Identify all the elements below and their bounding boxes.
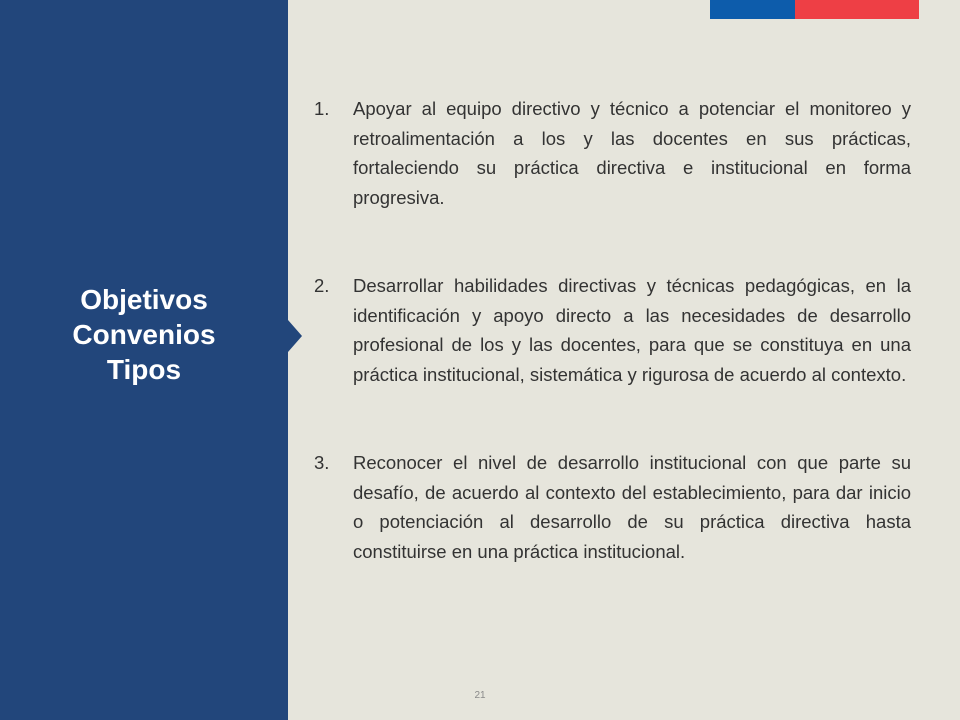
- flag-stripe-red: [795, 0, 919, 19]
- sidebar-arrow-pointer: [288, 320, 302, 352]
- objective-item: [314, 94, 911, 212]
- objective-number: 3.: [314, 452, 330, 473]
- objective-item: [314, 448, 911, 566]
- objective-text: Apoyar al equipo directivo y técnico a potenciar el monitoreo y retroalimentación a los y las docentes en sus prácticas, fortaleciendo su práctica directiva e institucional en forma progresiva.: [353, 98, 911, 208]
- slide-title: [0, 282, 288, 387]
- title-line-1: Objetivos: [80, 284, 208, 315]
- objective-text: Reconocer el nivel de desarrollo institucional con que parte su desafío, de acuerdo al contexto del establecimiento, para dar inicio o potenciación al desarrollo de su práctica directiva hasta constituirse en una práctica institucional.: [353, 452, 911, 562]
- objective-number: 2.: [314, 275, 330, 296]
- objective-item: [314, 271, 911, 389]
- objective-text: Desarrollar habilidades directivas y técnicas pedagógicas, en la identificación y apoyo directo a las necesidades de desarrollo profesional de los y las docentes, para que se constituya en una práctica institucional, sistemática y rigurosa de acuerdo al contexto.: [353, 275, 911, 385]
- page-number: 21: [474, 690, 486, 701]
- objectives-list: [314, 94, 911, 625]
- flag-stripe-blue: [710, 0, 795, 19]
- title-line-3: Tipos: [106, 354, 182, 385]
- title-line-2: Convenios: [72, 319, 216, 350]
- objective-number: 1.: [314, 98, 330, 119]
